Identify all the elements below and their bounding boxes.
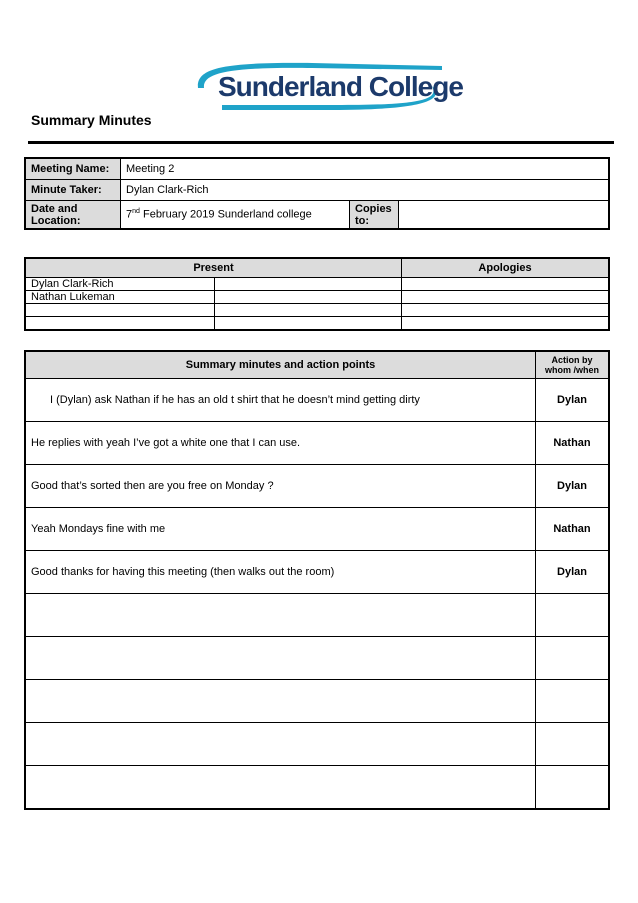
action-by-header: Action by whom /when bbox=[536, 351, 610, 379]
table-row bbox=[25, 304, 609, 317]
college-logo bbox=[192, 58, 463, 116]
table-row: Nathan Lukeman bbox=[25, 291, 609, 304]
table-row: He replies with yeah I’ve got a white one that I can use. Nathan bbox=[25, 422, 609, 465]
meeting-name-label: Meeting Name: bbox=[25, 158, 121, 180]
table-row bbox=[25, 317, 609, 331]
meeting-name-value: Meeting 2 bbox=[121, 158, 610, 180]
copies-to-label: Copies to: bbox=[350, 201, 399, 230]
logo-text: Sunderland College bbox=[218, 71, 463, 102]
meeting-details-table bbox=[24, 157, 610, 230]
document-title: Summary Minutes bbox=[31, 112, 152, 128]
copies-to-value bbox=[399, 201, 610, 230]
attendance-table bbox=[24, 257, 610, 331]
table-row: Yeah Mondays fine with me Nathan bbox=[25, 508, 609, 551]
table-row bbox=[25, 766, 609, 810]
table-row: Good that’s sorted then are you free on Monday ? Dylan bbox=[25, 465, 609, 508]
table-row bbox=[25, 723, 609, 766]
table-row bbox=[25, 637, 609, 680]
minute-taker-label: Minute Taker: bbox=[25, 180, 121, 201]
minutes-header: Summary minutes and action points bbox=[25, 351, 536, 379]
table-row bbox=[25, 680, 609, 723]
table-row bbox=[25, 594, 609, 637]
minutes-table bbox=[24, 350, 610, 810]
table-row: I (Dylan) ask Nathan if he has an old t shirt that he doesn’t mind getting dirty Dylan bbox=[25, 379, 609, 422]
apologies-header: Apologies bbox=[402, 258, 610, 278]
title-divider bbox=[28, 141, 614, 144]
table-row: Dylan Clark-Rich bbox=[25, 278, 609, 291]
date-location-value: 7nd February 2019 Sunderland college bbox=[121, 201, 350, 230]
present-header: Present bbox=[25, 258, 402, 278]
table-row: Good thanks for having this meeting (then walks out the room) Dylan bbox=[25, 551, 609, 594]
minute-taker-value: Dylan Clark-Rich bbox=[121, 180, 610, 201]
date-location-label: Date and Location: bbox=[25, 201, 121, 230]
